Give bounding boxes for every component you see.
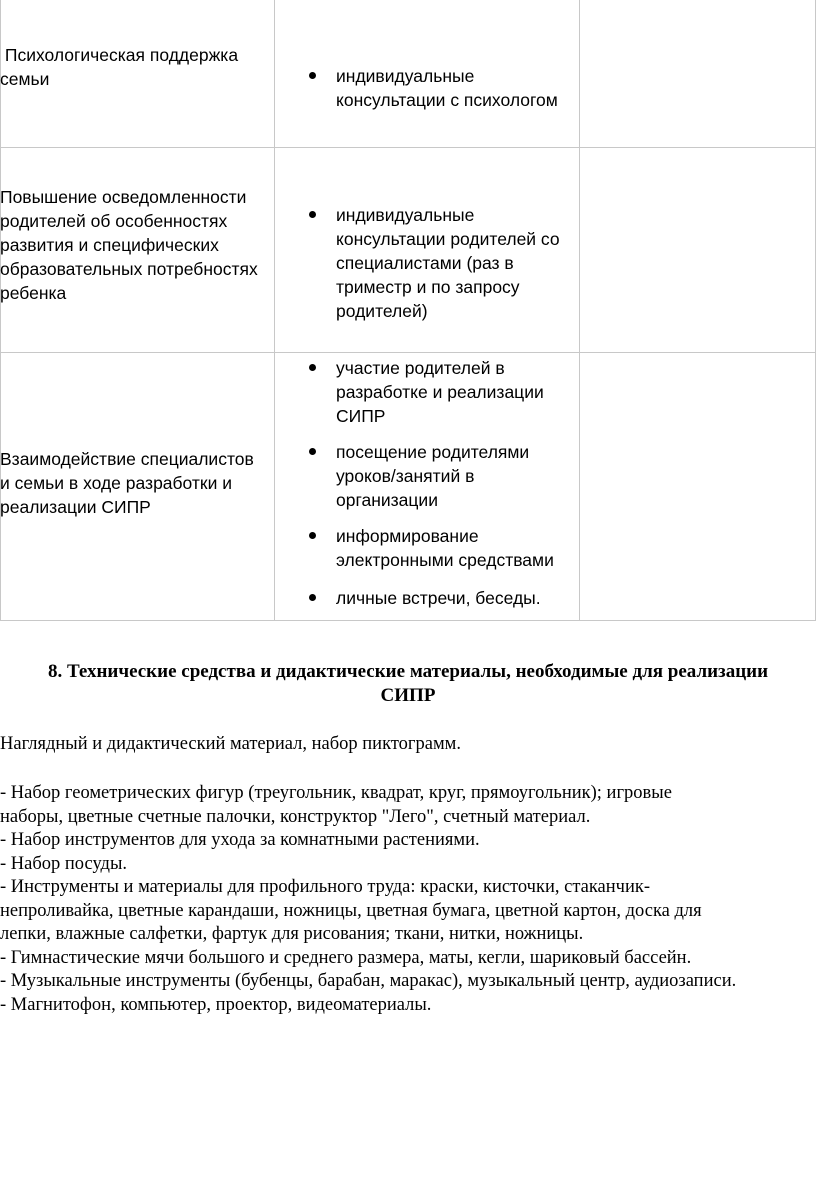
list-item: - Набор геометрических фигур (треугольник, квадрат, круг, прямоугольник); игровые <box>0 783 672 803</box>
bullet-text-line: посещение родителями <box>336 442 530 462</box>
row-label-line: ребенка <box>0 283 67 303</box>
table-border <box>579 0 580 621</box>
bullet-text-line: электронными средствами <box>336 550 554 570</box>
table-border <box>0 620 816 621</box>
list-item: непроливайка, цветные карандаши, ножницы, цветная бумага, цветной картон, доска для <box>0 900 702 921</box>
row-label-line: Психологическая поддержка <box>0 45 239 65</box>
intro-paragraph: Наглядный и дидактический материал, набор пиктограмм. <box>0 734 462 754</box>
bullet-icon <box>309 211 316 218</box>
bullet-text-line: индивидуальные <box>336 66 475 86</box>
bullet-text-line: СИПР <box>336 406 386 426</box>
bullet-text-line: родителей) <box>336 301 428 321</box>
bullet-text-line: консультации с психологом <box>336 90 558 110</box>
section-heading: СИПР <box>380 685 436 706</box>
table-border <box>274 0 275 621</box>
table-border <box>0 352 816 353</box>
list-item: - Музыкальные инструменты (бубенцы, барабан, маракас), музыкальный центр, аудиозаписи. <box>0 971 737 991</box>
bullet-text-line: специалистами (раз в <box>336 253 514 273</box>
bullet-text-line: консультации родителей со <box>336 229 560 249</box>
bullet-icon <box>309 72 316 79</box>
bullet-text-line: разработке и реализации <box>336 382 544 402</box>
row-label-line: Взаимодействие специалистов <box>0 449 254 469</box>
row-label-line: реализации СИПР <box>0 497 151 517</box>
bullet-text-line: уроков/занятий в <box>336 466 475 486</box>
row-label-line: и семьи в ходе разработки и <box>0 473 232 493</box>
bullet-icon <box>309 448 316 455</box>
row-label-line: Повышение осведомленности <box>0 187 247 207</box>
row-label-line: образовательных потребностях <box>0 259 258 279</box>
table-border <box>0 0 1 621</box>
list-item: - Гимнастические мячи большого и среднего размера, маты, кегли, шариковый бассейн. <box>0 947 692 968</box>
row-label-line: родителей об особенностях <box>0 211 228 231</box>
bullet-text-line: индивидуальные <box>336 205 475 225</box>
list-item: - Набор посуды. <box>0 853 128 874</box>
list-item: - Инструменты и материалы для профильного труда: краски, кисточки, стаканчик- <box>0 877 651 897</box>
bullet-text-line: участие родителей в <box>336 358 505 378</box>
bullet-text-line: информирование <box>336 526 479 546</box>
list-item: - Набор инструментов для ухода за комнатными растениями. <box>0 830 480 850</box>
bullet-text-line: триместр и по запросу <box>336 277 520 297</box>
list-item: - Магнитофон, компьютер, проектор, видеоматериалы. <box>0 994 432 1015</box>
bullet-icon <box>309 532 316 539</box>
bullet-icon <box>309 594 316 601</box>
row-label-line: семьи <box>0 69 50 89</box>
section-heading: 8. Технические средства и дидактические материалы, необходимые для реализации <box>47 661 769 682</box>
bullet-text-line: личные встречи, беседы. <box>336 588 541 608</box>
bullet-text-line: организации <box>336 490 438 510</box>
table-border <box>0 147 816 148</box>
list-item: наборы, цветные счетные палочки, конструктор "Лего", счетный материал. <box>0 806 591 827</box>
row-label-line: развития и специфических <box>0 235 219 255</box>
bullet-icon <box>309 364 316 371</box>
list-item: лепки, влажные салфетки, фартук для рисования; ткани, нитки, ножницы. <box>0 924 584 944</box>
